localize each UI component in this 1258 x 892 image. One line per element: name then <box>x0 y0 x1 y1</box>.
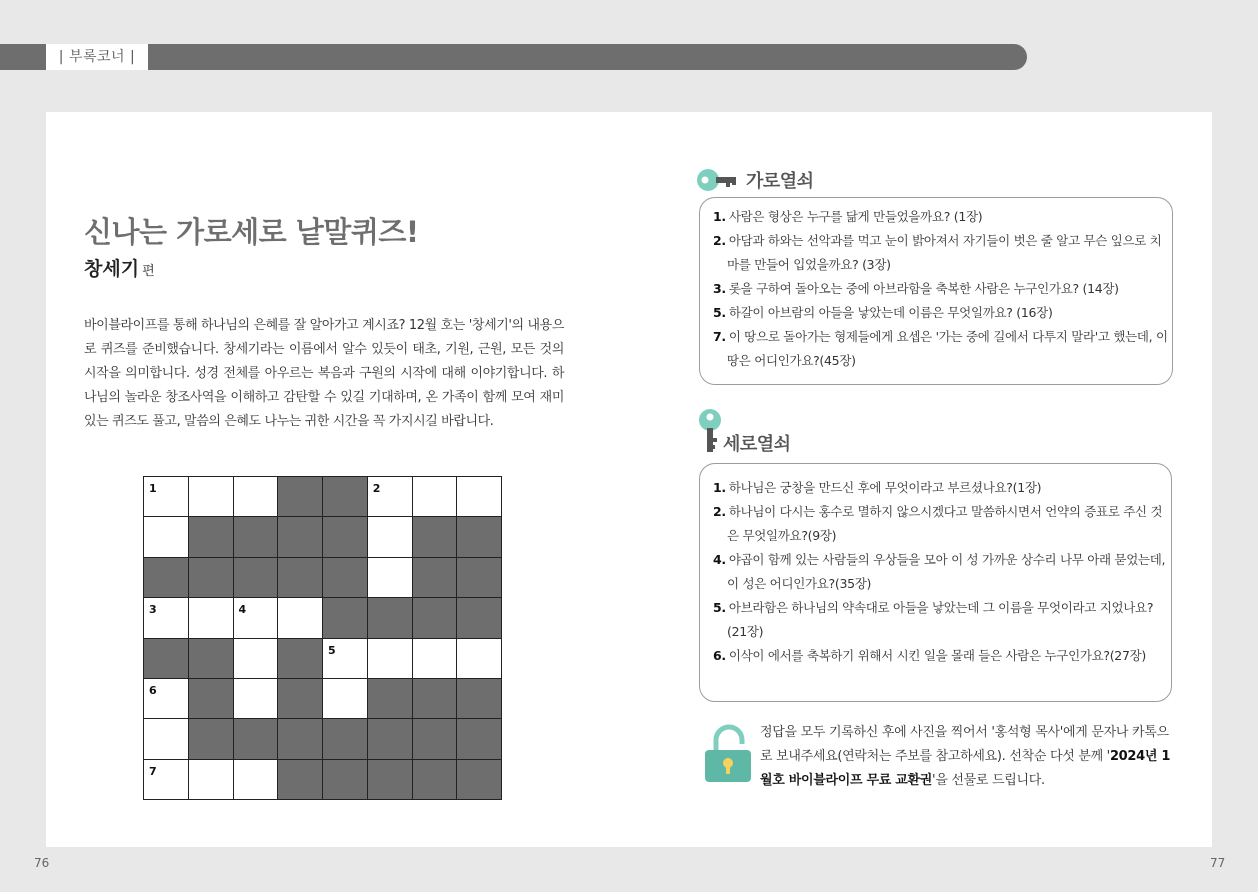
crossword-blocked-cell <box>189 719 234 759</box>
clue-item-number: 3. <box>713 281 726 296</box>
crossword-blocked-cell <box>368 760 413 800</box>
crossword-cell[interactable] <box>368 517 413 557</box>
crossword-cell[interactable] <box>144 517 189 557</box>
crossword-cell[interactable] <box>413 639 458 679</box>
clue-item <box>713 229 1172 277</box>
crossword-blocked-cell <box>413 517 458 557</box>
crossword-blocked-cell <box>368 679 413 719</box>
submission-notice <box>760 721 1176 793</box>
unlock-icon <box>702 722 756 784</box>
down-heading: 세로열쇠 <box>723 434 791 455</box>
clue-item <box>713 301 1172 325</box>
clue-item <box>713 325 1172 373</box>
crossword-cell[interactable] <box>189 760 234 800</box>
crossword-grid <box>143 476 502 800</box>
crossword-blocked-cell <box>457 558 502 598</box>
crossword-cell[interactable] <box>144 679 189 719</box>
page-title: 신나는 가로세로 낱말퀴즈! <box>84 215 419 249</box>
crossword-blocked-cell <box>457 679 502 719</box>
clue-number: 6 <box>149 683 157 697</box>
crossword-cell[interactable] <box>144 477 189 517</box>
clue-item-text: 사람은 형상은 누구를 닮게 만들었을까요? (1장) <box>728 209 983 224</box>
crossword-blocked-cell <box>278 477 323 517</box>
clue-item-text: 하갈이 아브람의 아들을 낳았는데 이름은 무엇일까요? (16장) <box>728 305 1053 320</box>
clue-number: 1 <box>149 482 157 495</box>
crossword-cell[interactable] <box>368 639 413 679</box>
key-icon <box>696 167 742 193</box>
crossword-cell[interactable] <box>234 760 279 800</box>
crossword-cell[interactable] <box>234 639 279 679</box>
crossword-blocked-cell <box>189 517 234 557</box>
crossword-blocked-cell <box>278 517 323 557</box>
clue-number: 4 <box>238 603 247 617</box>
crossword-cell[interactable] <box>457 477 502 517</box>
crossword-blocked-cell <box>457 719 502 759</box>
crossword-cell[interactable] <box>368 558 413 598</box>
across-clue-box <box>699 197 1173 385</box>
crossword-blocked-cell <box>323 558 368 598</box>
clue-item-text: 아담과 하와는 선악과를 먹고 눈이 밝아져서 자기들이 벗은 줄 알고 무슨 잎으로 치마를 만들어 입었을까요? (3장) <box>727 233 1162 272</box>
crossword-cell[interactable] <box>189 477 234 517</box>
section-label: | 부록코너 | <box>46 44 148 70</box>
page-number-left: 76 <box>34 856 50 870</box>
crossword-blocked-cell <box>234 558 279 598</box>
crossword-cell[interactable] <box>234 679 279 719</box>
crossword-blocked-cell <box>413 719 458 759</box>
clue-item-number: 2. <box>713 504 726 519</box>
clue-item-number: 1. <box>713 209 726 224</box>
clue-item <box>713 500 1171 548</box>
clue-item-number: 7. <box>713 329 726 344</box>
clue-item <box>713 476 1171 500</box>
clue-item-text: 하나님이 다시는 홍수로 멸하지 않으시겠다고 말씀하시면서 언약의 증표로 주신 것은 무엇일까요?(9장) <box>727 504 1163 543</box>
clue-item-text: 하나님은 궁창을 만드신 후에 무엇이라고 부르셨나요?(1장) <box>728 480 1042 495</box>
clue-item-number: 5. <box>713 305 726 320</box>
subtitle-suffix: 편 <box>142 264 155 279</box>
crossword-blocked-cell <box>323 477 368 517</box>
clue-item-text: 이삭이 에서를 축복하기 위해서 시킨 일을 몰래 들은 사람은 누구인가요?(27장) <box>728 648 1146 663</box>
clue-number: 7 <box>149 764 157 778</box>
crossword-blocked-cell <box>413 679 458 719</box>
crossword-blocked-cell <box>323 760 368 800</box>
notice-text: 정답을 모두 기록하신 후에 사진을 찍어서 '홍석형 목사'에게 문자나 카톡으로 보내주세요(연락처는 주보를 참고하세요). 선착순 다섯 분께 ' <box>760 725 1169 764</box>
clue-item <box>713 205 1172 229</box>
crossword-blocked-cell <box>234 719 279 759</box>
clue-item-number: 5. <box>713 600 726 615</box>
clue-item <box>713 277 1172 301</box>
crossword-blocked-cell <box>278 679 323 719</box>
crossword-blocked-cell <box>457 760 502 800</box>
notice-prize: 2024년 1월호 바이블라이프 무료 교환권 <box>760 749 1171 788</box>
clue-number: 2 <box>372 482 381 495</box>
crossword-blocked-cell <box>189 639 234 679</box>
crossword-blocked-cell <box>323 517 368 557</box>
clue-item-text: 롯을 구하여 돌아오는 중에 아브라함을 축복한 사람은 누구인가요? (14장) <box>728 281 1119 296</box>
crossword-cell[interactable] <box>368 477 413 517</box>
crossword-cell[interactable] <box>457 639 502 679</box>
clue-item <box>713 548 1171 596</box>
crossword-blocked-cell <box>457 598 502 638</box>
crossword-blocked-cell <box>278 639 323 679</box>
crossword-blocked-cell <box>457 517 502 557</box>
crossword-blocked-cell <box>278 558 323 598</box>
crossword-cell[interactable] <box>189 598 234 638</box>
crossword-blocked-cell <box>144 639 189 679</box>
page-subtitle <box>84 254 155 281</box>
crossword-blocked-cell <box>368 598 413 638</box>
crossword-blocked-cell <box>323 719 368 759</box>
subtitle-main: 창세기 <box>84 258 140 280</box>
clue-item-number: 1. <box>713 480 726 495</box>
crossword-blocked-cell <box>278 760 323 800</box>
clue-item-number: 2. <box>713 233 726 248</box>
clue-item-text: 이 땅으로 돌아가는 형제들에게 요셉은 '가는 중에 길에서 다투지 말라'고 했는데, 이 땅은 어디인가요?(45장) <box>727 329 1168 368</box>
crossword-blocked-cell <box>413 598 458 638</box>
key-icon <box>697 408 723 454</box>
intro-paragraph: 바이블라이프를 통해 하나님의 은혜를 잘 알아가고 계시죠? 12월 호는 '창세기'의 내용으로 퀴즈를 준비했습니다. 창세기라는 이름에서 알수 있듯이 태초, 기원, 근원, 모든 것의 시작을 의미합니다. 성경 전체를 아우르는 복음과 구원의 시작에 대해 이야기합니다. 하나님의 놀라운 창조사역을 이해하고 감탄할 수 있길 기대하며, 온 가족이 함께 모여 재미있는 퀴즈도 풀고, 말씀의 은혜도 나누는 귀한 시간을 꼭 가지시길 바랍니다. <box>84 318 564 429</box>
clue-item-text: 아브라함은 하나님의 약속대로 아들을 낳았는데 그 이름을 무엇이라고 지었나요?(21장) <box>727 600 1154 639</box>
clue-item <box>713 644 1171 668</box>
clue-item-number: 6. <box>713 648 726 663</box>
crossword-blocked-cell <box>189 558 234 598</box>
clue-item-text: 야곱이 함께 있는 사람들의 우상들을 모아 이 성 가까운 상수리 나무 아래 묻었는데, 이 성은 어디인가요?(35장) <box>727 552 1166 591</box>
crossword-cell[interactable] <box>144 719 189 759</box>
crossword-blocked-cell <box>413 760 458 800</box>
clue-item-number: 4. <box>713 552 726 567</box>
crossword-blocked-cell <box>413 558 458 598</box>
crossword-cell[interactable] <box>234 477 279 517</box>
across-clue-list <box>700 198 1172 373</box>
crossword-blocked-cell <box>323 598 368 638</box>
clue-item <box>713 596 1171 644</box>
crossword-cell[interactable] <box>144 598 189 638</box>
clue-number: 3 <box>149 603 157 617</box>
down-clue-list <box>700 464 1171 668</box>
clue-number: 5 <box>328 643 336 657</box>
crossword-blocked-cell <box>144 558 189 598</box>
crossword-cell[interactable] <box>413 477 458 517</box>
crossword-cell[interactable] <box>323 679 368 719</box>
down-clue-box <box>699 463 1172 702</box>
notice-text-end: '을 선물로 드립니다. <box>932 773 1045 788</box>
crossword-cell[interactable] <box>323 639 368 679</box>
crossword-cell[interactable] <box>234 598 279 638</box>
header-band <box>0 44 1027 70</box>
page-number-right: 77 <box>1210 856 1226 870</box>
crossword-blocked-cell <box>278 719 323 759</box>
crossword-cell[interactable] <box>144 760 189 800</box>
across-heading: 가로열쇠 <box>746 171 814 192</box>
crossword-cell[interactable] <box>278 598 323 638</box>
crossword-blocked-cell <box>189 679 234 719</box>
crossword-blocked-cell <box>234 517 279 557</box>
crossword-blocked-cell <box>368 719 413 759</box>
